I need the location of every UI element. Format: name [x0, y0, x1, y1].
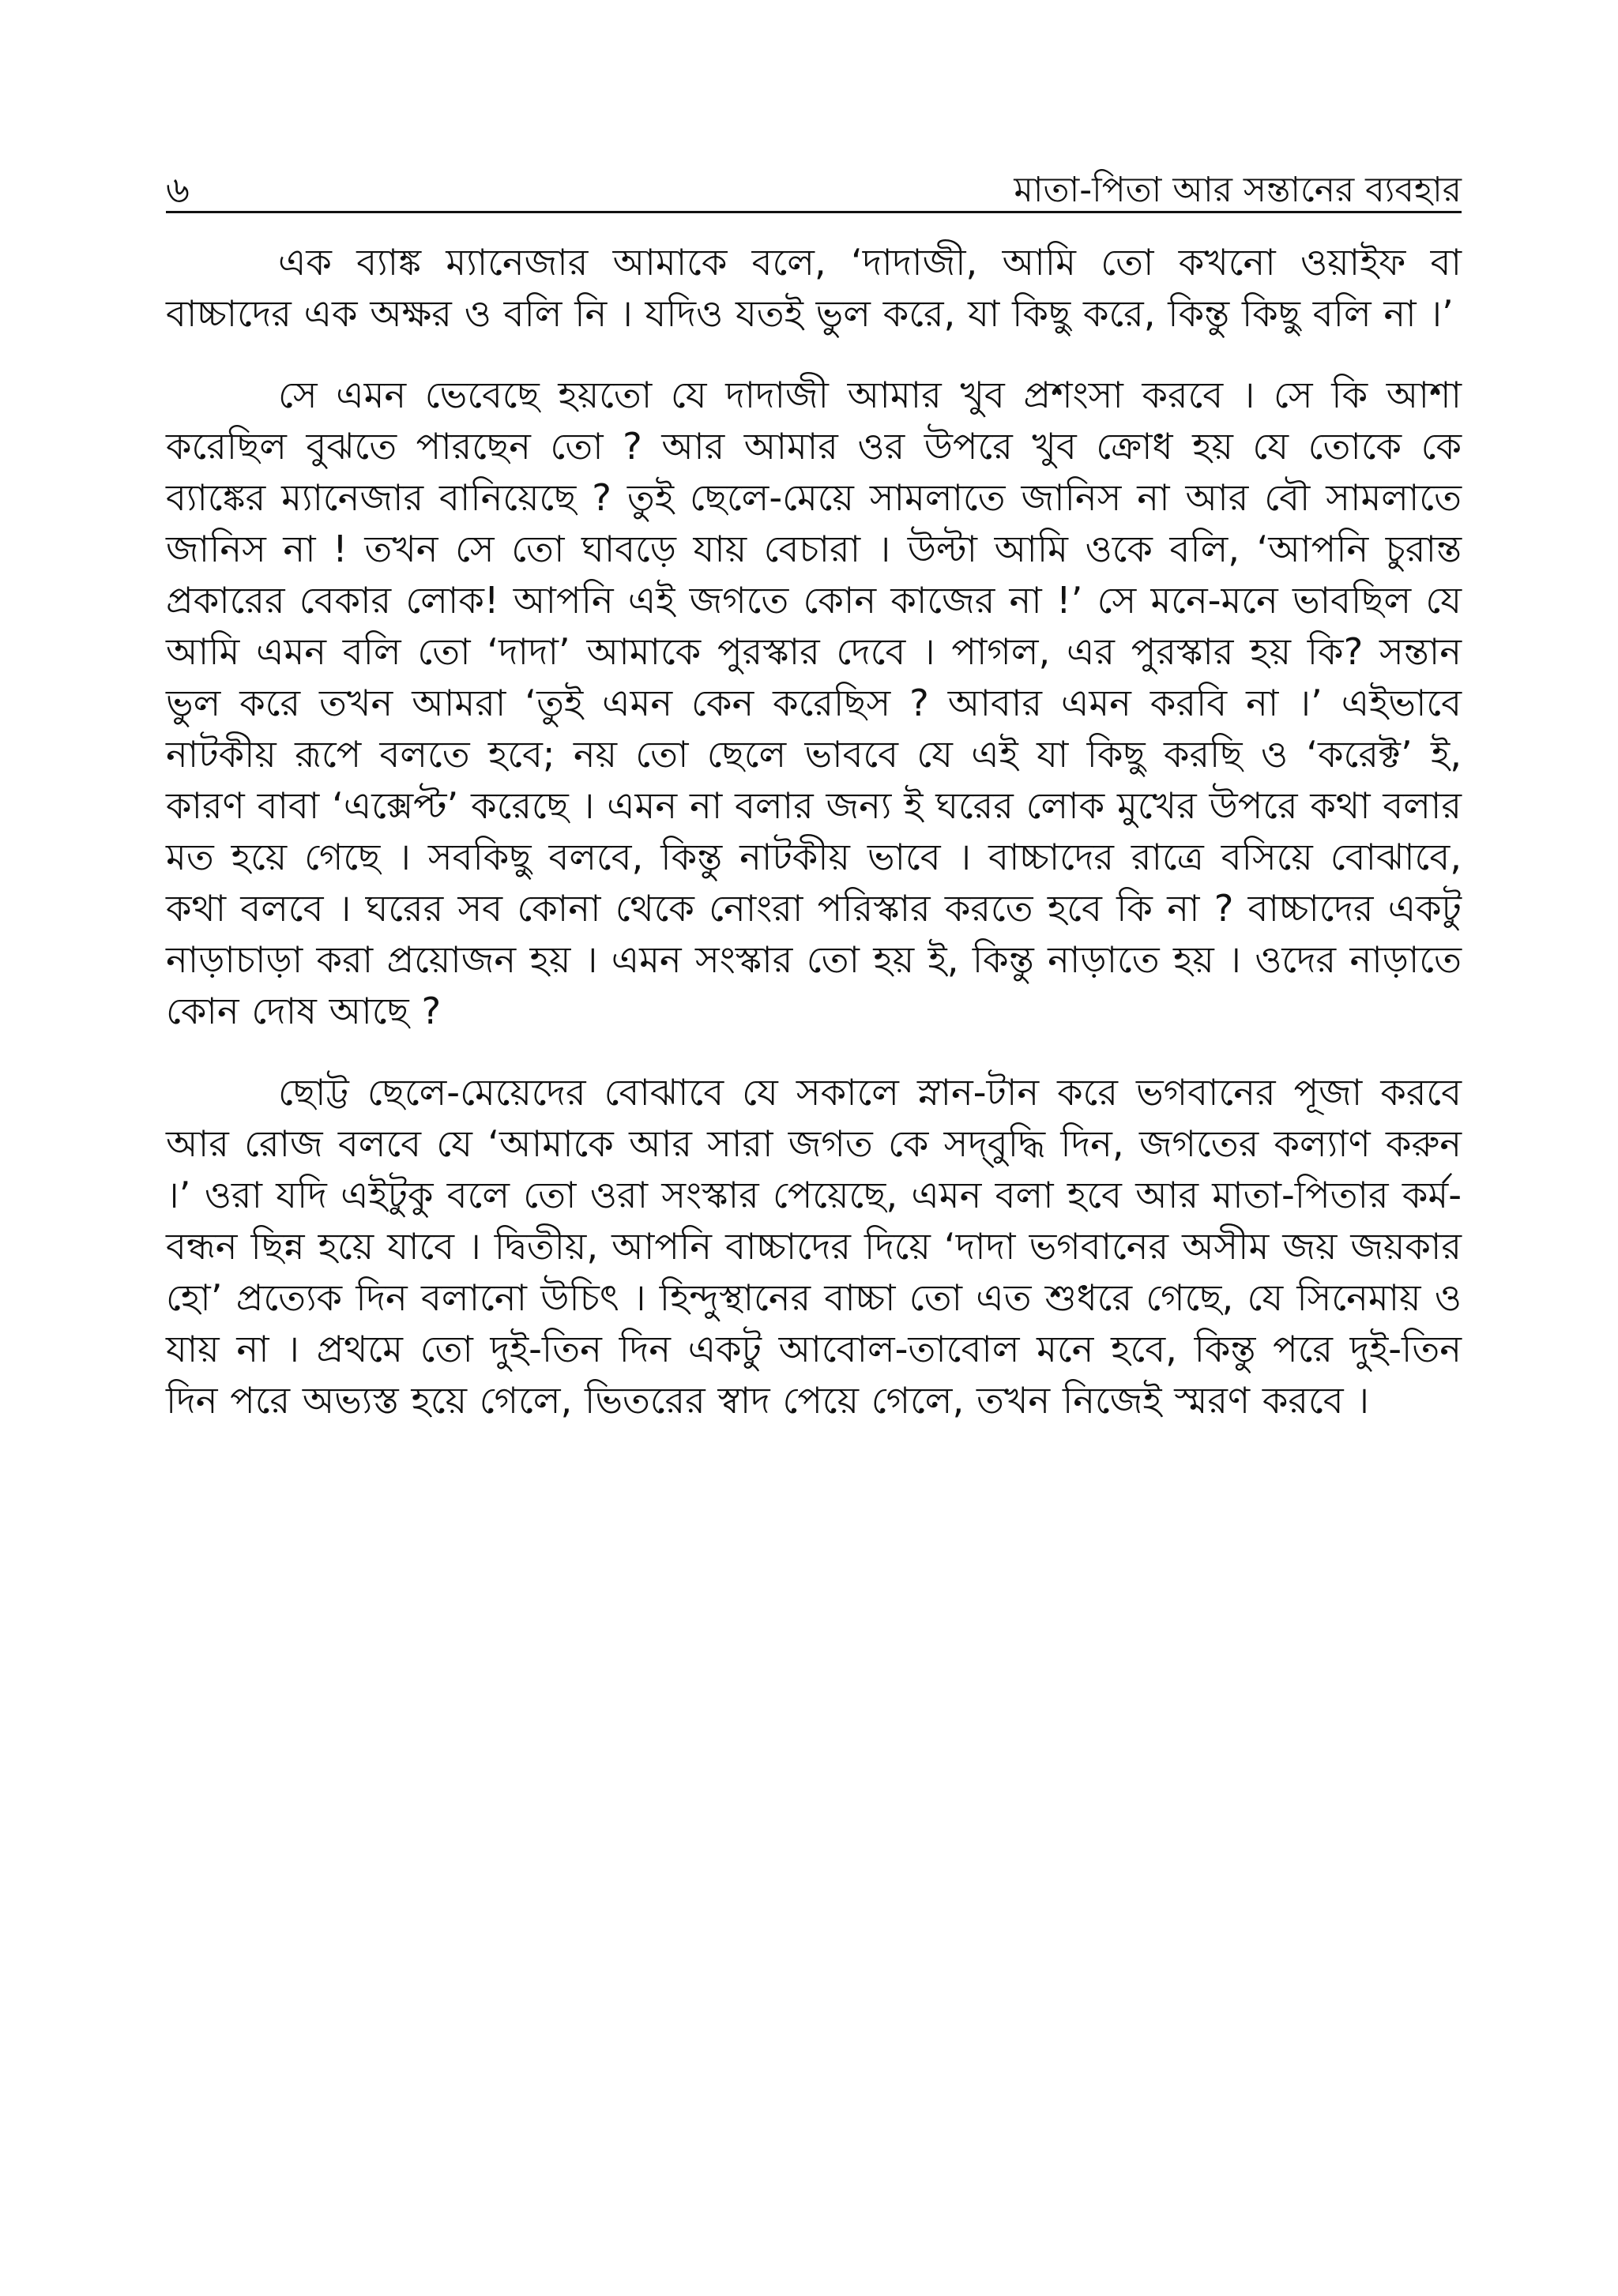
page-header [166, 162, 1462, 213]
running-title: মাতা-পিতা আর সন্তানের ব্যবহার [1014, 170, 1462, 210]
paragraph-children-prayer: ছোট্ট ছেলে-মেয়েদের বোঝাবে যে সকালে স্নান-টান করে ভগবানের পূজা করবে আর রোজ বলবে যে ‘আমাকে আর সারা জগত কে সদ্‌বুদ্ধি দিন, জগতের কল্যাণ করুন ।’ ওরা যদি এইটুকু বলে তো ওরা সংস্কার পেয়েছে, এমন বলা হবে আর মাতা-পিতার কর্ম-বন্ধন ছিন্ন হয়ে যাবে । দ্বিতীয়, আপনি বাচ্চাদের দিয়ে ‘দাদা ভগবানের অসীম জয় জয়কার হো’ প্রত্যেক দিন বলানো উচিৎ । হিন্দুস্থানের বাচ্চা তো এত শুধরে গেছে, যে সিনেমায় ও যায় না । প্রথমে তো দুই-তিন দিন একটু আবোল-তাবোল মনে হবে, কিন্তু পরে দুই-তিন দিন পরে অভ্যস্ত হয়ে গেলে, ভিতরের স্বাদ পেয়ে গেলে, তখন নিজেই স্মরণ করবে । [166, 1071, 1462, 1422]
paragraph-bank-manager: এক ব্যাঙ্ক ম্যানেজার আমাকে বলে, ‘দাদাজী, আমি তো কখনো ওয়াইফ বা বাচ্চাদের এক অক্ষর ও বলি নি । যদিও যতই ভুল করে, যা কিছু করে, কিন্তু কিছু বলি না ।’ [166, 241, 1462, 335]
paragraph-dramatic-scolding: সে এমন ভেবেছে হয়তো যে দাদাজী আমার খুব প্রশংসা করবে । সে কি আশা করেছিল বুঝতে পারছেন তো ? আর আমার ওর উপরে খুব ক্রোধ হয় যে তোকে কে ব্যাঙ্কের ম্যানেজার বানিয়েছে ? তুই ছেলে-মেয়ে সামলাতে জানিস না আর বৌ সামলাতে জানিস না ! তখন সে তো ঘাবড়ে যায় বেচারা । উল্টা আমি ওকে বলি, ‘আপনি চুরান্ত প্রকারের বেকার লোক! আপনি এই জগতে কোন কাজের না !’ সে মনে-মনে ভাবছিল যে আমি এমন বলি তো ‘দাদা’ আমাকে পুরস্কার দেবে । পাগল, এর পুরস্কার হয় কি? সন্তান ভুল করে তখন আমরা ‘তুই এমন কেন করেছিস ? আবার এমন করবি না ।’ এইভাবে নাটকীয় রূপে বলতে হবে; নয় তো ছেলে ভাববে যে এই যা কিছু করছি ও ‘করেক্ট’ ই, কারণ বাবা ‘এক্সেপ্ট’ করেছে । এমন না বলার জন্য ই ঘরের লোক মুখের উপরে কথা বলার মত হয়ে গেছে । সবকিছু বলবে, কিন্তু নাটকীয় ভাবে । বাচ্চাদের রাত্রে বসিয়ে বোঝাবে, কথা বলবে । ঘরের সব কোনা থেকে নোংরা পরিস্কার করতে হবে কি না ? বাচ্চাদের একটু নাড়াচাড়া করা প্রয়োজন হয় । এমন সংস্কার তো হয় ই, কিন্তু নাড়াতে হয় । ওদের নাড়াতে কোন দোষ আছে ? [166, 374, 1462, 1032]
book-page [166, 162, 1462, 1426]
page-number: ৬ [166, 168, 190, 211]
page-body [166, 237, 1462, 1426]
